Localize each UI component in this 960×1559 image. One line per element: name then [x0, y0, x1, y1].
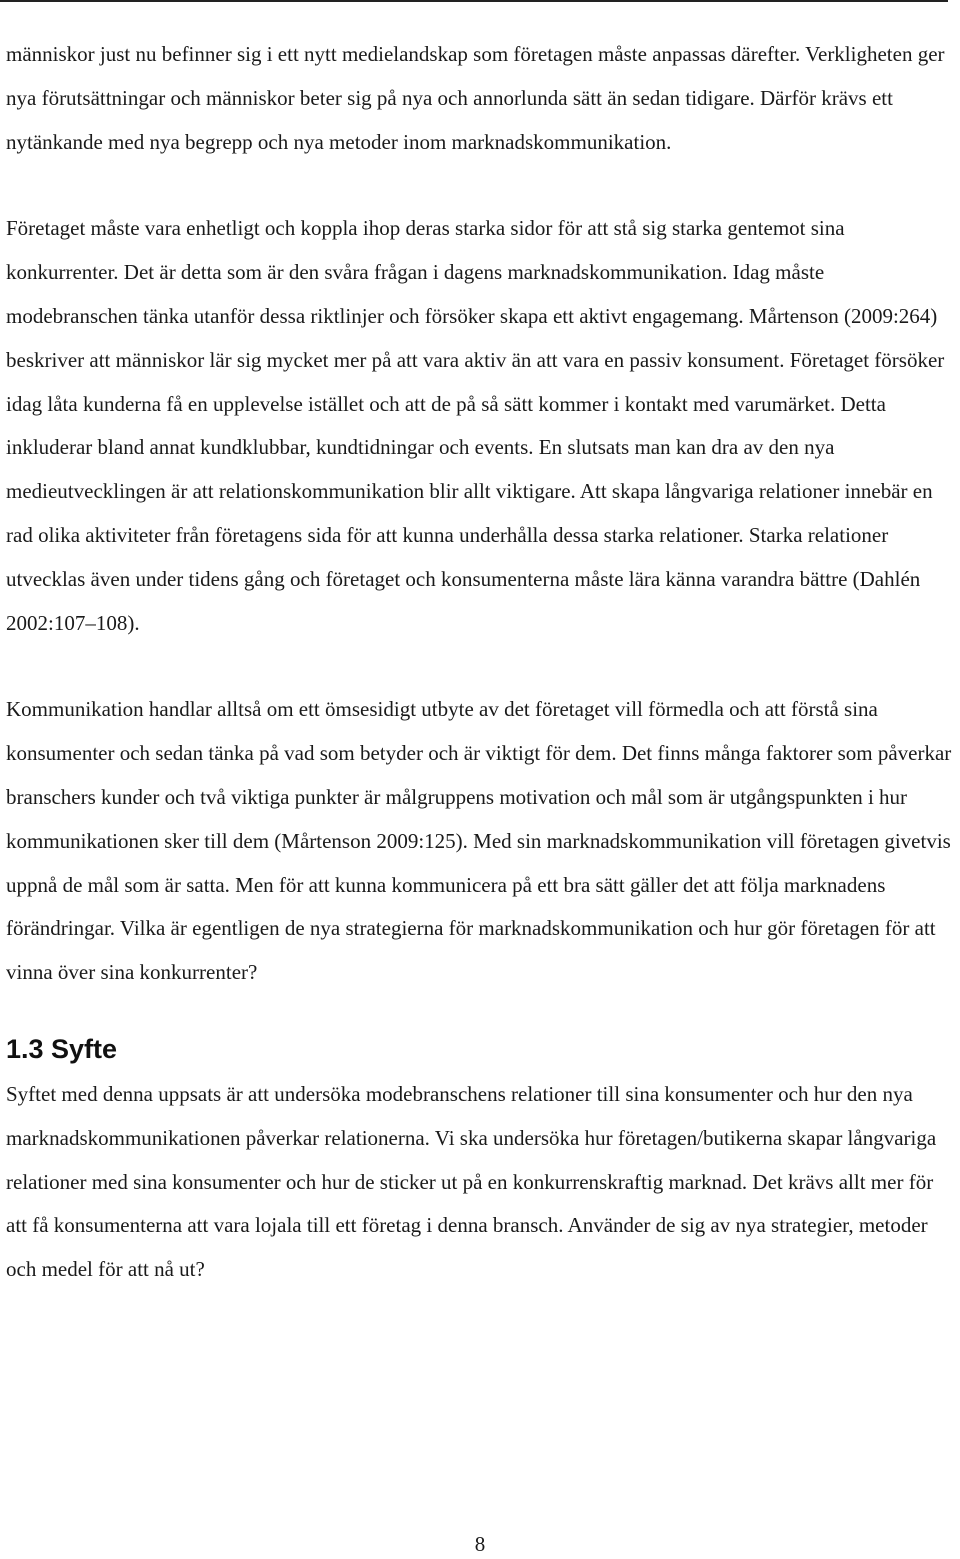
page-content: [6, 33, 952, 1292]
body-paragraph: Kommunikation handlar alltså om ett ömsesidigt utbyte av det företaget vill förmedla och att förstå sina konsumenter och sedan tänka på vad som betyder och är viktigt för dem. Det finns många faktorer som påverkar branschers kunder och två viktiga punkter är målgruppens motivation och mål som är utgångspunkten i hur kommunikationen sker till dem (Mårtenson 2009:125). Med sin marknadskommunikation vill företagen givetvis uppnå de mål som är satta. Men för att kunna kommunicera på ett bra sätt gäller det att följa marknadens förändringar. Vilka är egentligen de nya strategierna för marknadskommunikation och hur gör företagen för att vinna över sina konkurrenter?: [6, 697, 952, 985]
section-paragraph: Syftet med denna uppsats är att undersöka modebranschens relationer till sina konsumenter och hur den nya marknadskommunikationen påverkar relationerna. Vi ska undersöka hur företagen/butikerna skapar långvariga relationer med sina konsumenter och hur de sticker ut på en konkurrenskraftig marknad. Det krävs allt mer för att få konsumenterna att vara lojala till ett företag i denna bransch. Använder de sig av nya strategier, metoder och medel för att nå ut?: [6, 1081, 937, 1282]
page-number: 8: [474, 1532, 486, 1556]
body-paragraph: människor just nu befinner sig i ett nytt medielandskap som företagen måste anpassas därefter. Verkligheten ger nya förutsättningar och människor beter sig på nya och annorlunda sätt än sedan tidigare. Därför krävs ett nytänkande med nya begrepp och nya metoder inom marknadskommunikation.: [6, 42, 945, 154]
body-paragraph: Företaget måste vara enhetligt och koppla ihop deras starka sidor för att stå sig starka gentemot sina konkurrenter. Det är detta som är den svåra frågan i dagens marknadskommunikation. Idag måste modebranschen tänka utanför dessa riktlinjer och försöker skapa ett aktivt engagemang. Mårtenson (2009:264) beskriver att människor lär sig mycket mer på att vara aktiv än att vara en passiv konsument. Företaget försöker idag låta kunderna få en upplevelse istället och att de på så sätt kommer i kontakt med varumärket. Detta inkluderar bland annat kundklubbar, kundtidningar och events. En slutsats man kan dra av den nya medieutvecklingen är att relationskommunikation blir allt viktigare. Att skapa långvariga relationer innebär en rad olika aktiviteter från företagens sida för att kunna underhålla dessa starka relationer. Starka relationer utvecklas även under tidens gång och företaget och konsumenterna måste lära känna varandra bättre (Dahlén 2002:107–108).: [6, 216, 945, 635]
section-heading: 1.3 Syfte: [6, 1033, 118, 1064]
header-rule: [0, 0, 948, 2]
